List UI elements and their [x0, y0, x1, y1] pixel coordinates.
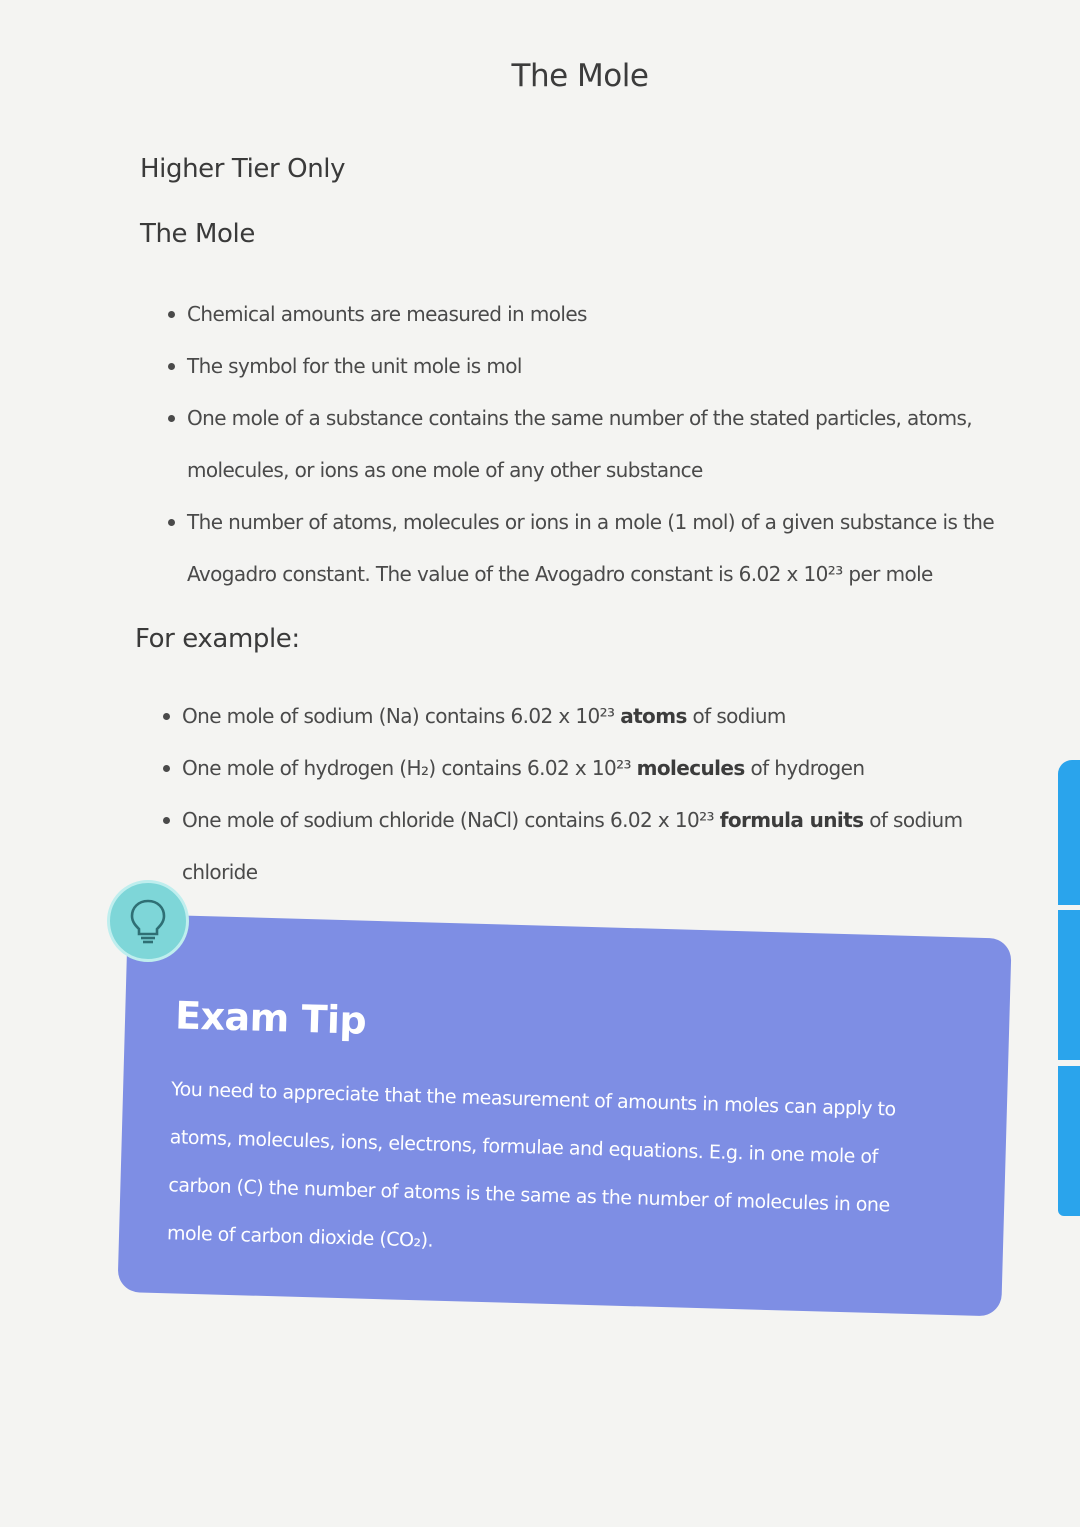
example-text: of sodium	[686, 704, 786, 728]
list-item	[160, 690, 1000, 742]
side-tab[interactable]	[1058, 760, 1080, 905]
exam-tip-card	[117, 914, 1011, 1317]
section-heading: The Mole	[140, 219, 255, 249]
examples-list	[160, 690, 1000, 898]
side-tab[interactable]	[1058, 1066, 1080, 1216]
example-text: of sodium chloride	[182, 808, 963, 884]
list-item	[160, 742, 1000, 794]
exam-tip-title: Exam Tip	[174, 993, 367, 1043]
list-item: The symbol for the unit mole is mol	[165, 340, 995, 392]
example-text: One mole of sodium chloride (NaCl) contains 6.02 x 10²³	[182, 808, 720, 832]
examples-heading: For example:	[135, 624, 300, 654]
example-emphasis: formula units	[719, 808, 864, 832]
list-item: Chemical amounts are measured in moles	[165, 288, 995, 340]
page-title: The Mole	[511, 58, 649, 94]
example-text: One mole of hydrogen (H₂) contains 6.02 x 10²³	[182, 756, 637, 780]
list-item	[160, 794, 1000, 898]
exam-tip-body: You need to appreciate that the measurement of amounts in moles can apply to atoms, molecules, ions, electrons, formulae and equations. E.g. in one mole of carbon (C) the number of atoms is the same as the number of molecules in one mole of carbon dioxide (CO₂).	[166, 1078, 896, 1252]
example-emphasis: atoms	[620, 704, 687, 728]
example-text: of hydrogen	[744, 756, 865, 780]
list-item: One mole of a substance contains the same number of the stated particles, atoms, molecules, or ions as one mole of any other substance	[165, 392, 995, 496]
example-emphasis: molecules	[636, 756, 745, 780]
tier-label: Higher Tier Only	[140, 154, 346, 184]
example-text: One mole of sodium (Na) contains 6.02 x 10²³	[182, 704, 621, 728]
list-item: The number of atoms, molecules or ions in a mole (1 mol) of a given substance is the Avogadro constant. The value of the Avogadro constant is 6.02 x 10²³ per mole	[165, 496, 995, 600]
mole-points-list	[165, 288, 995, 600]
side-tab[interactable]	[1058, 910, 1080, 1060]
lightbulb-icon	[107, 880, 189, 962]
